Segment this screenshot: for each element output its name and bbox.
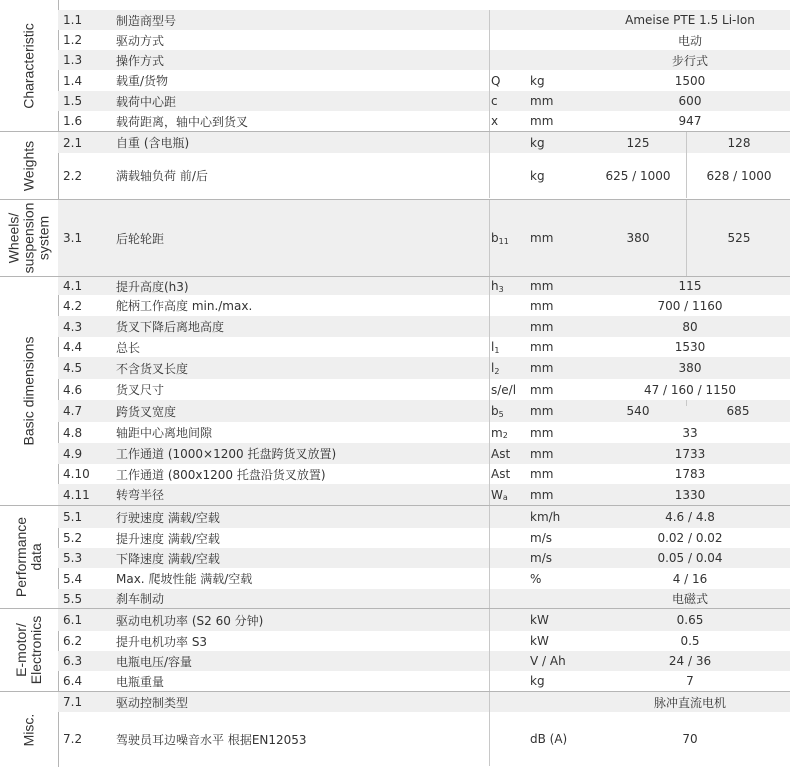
row-number: 5.1 bbox=[63, 510, 83, 524]
spec-row bbox=[58, 422, 790, 443]
spec-section bbox=[0, 277, 790, 506]
row-number: 4.10 bbox=[63, 467, 90, 481]
spec-section bbox=[0, 609, 790, 692]
row-description: 驱动电机功率 (S2 60 分钟) bbox=[116, 613, 264, 628]
row-value: 70 bbox=[682, 732, 698, 746]
section-label-line: data bbox=[28, 543, 44, 571]
row-symbol bbox=[489, 277, 531, 295]
spec-row bbox=[58, 506, 790, 528]
spec-row bbox=[58, 548, 790, 568]
row-number: 4.1 bbox=[63, 279, 83, 293]
spec-row bbox=[58, 30, 790, 50]
row-unit: kW bbox=[530, 634, 549, 648]
row-description: 提升电机功率 S3 bbox=[116, 634, 208, 649]
row-symbol bbox=[489, 651, 531, 671]
row-unit: mm bbox=[530, 319, 554, 334]
row-number: 6.4 bbox=[63, 674, 83, 688]
row-unit: mm bbox=[530, 425, 554, 440]
row-symbol bbox=[489, 50, 531, 70]
spec-row bbox=[58, 568, 790, 589]
row-value-variant-1: 625 / 1000 bbox=[605, 168, 671, 183]
row-value: 947 bbox=[678, 114, 702, 128]
row-number: 1.3 bbox=[63, 53, 83, 67]
row-description: 舵柄工作高度 min./max. bbox=[116, 299, 253, 313]
spec-row bbox=[58, 712, 790, 766]
row-symbol bbox=[489, 692, 531, 712]
section-label-line: Basic dimensions bbox=[20, 336, 37, 446]
symbol-text: b bbox=[491, 231, 499, 245]
row-description: 刹车制动 bbox=[116, 592, 165, 606]
spec-row bbox=[58, 379, 790, 400]
row-unit: mm bbox=[530, 487, 554, 502]
row-symbol bbox=[489, 631, 531, 651]
section-label bbox=[0, 506, 59, 608]
symbol-text: Ast bbox=[491, 446, 511, 461]
row-symbol bbox=[489, 484, 531, 505]
row-value-variant-2: 128 bbox=[686, 132, 790, 153]
row-description: 轴距中心离地间隙 bbox=[116, 426, 213, 440]
row-symbol bbox=[489, 357, 531, 379]
spec-row bbox=[58, 443, 790, 464]
row-value: 700 / 1160 bbox=[657, 298, 723, 313]
row-description: 货叉下降后离地高度 bbox=[116, 320, 225, 334]
row-unit: kg bbox=[530, 135, 545, 150]
section-label bbox=[0, 609, 59, 691]
symbol-text: m bbox=[491, 425, 503, 440]
row-symbol bbox=[489, 443, 531, 464]
row-value: 0.02 / 0.02 bbox=[657, 531, 723, 545]
spec-section bbox=[0, 200, 790, 277]
row-number: 4.4 bbox=[63, 340, 83, 354]
row-value: 1530 bbox=[674, 340, 706, 354]
spec-row bbox=[58, 91, 790, 111]
row-symbol bbox=[489, 70, 531, 91]
row-number: 4.9 bbox=[63, 446, 83, 461]
row-unit: mm bbox=[530, 114, 554, 128]
row-description: 驱动方式 bbox=[116, 33, 165, 48]
row-description: 后轮轮距 bbox=[116, 231, 165, 246]
spec-row bbox=[58, 153, 790, 198]
symbol-subscript: 11 bbox=[498, 236, 509, 246]
section-label bbox=[0, 132, 59, 199]
row-value: 电磁式 bbox=[671, 592, 708, 606]
row-value: 4 / 16 bbox=[672, 571, 708, 586]
spec-section bbox=[0, 0, 790, 132]
symbol-text: h bbox=[491, 279, 499, 293]
row-number: 6.2 bbox=[63, 634, 83, 648]
row-number: 6.3 bbox=[63, 654, 83, 668]
row-value: 0.5 bbox=[680, 634, 700, 648]
spec-row bbox=[58, 10, 790, 30]
row-unit bbox=[530, 692, 590, 712]
spec-row bbox=[58, 132, 790, 153]
row-description: 自重 (含电瓶) bbox=[116, 136, 190, 150]
row-unit bbox=[530, 30, 590, 50]
row-description: 满载轴负荷 前/后 bbox=[116, 169, 208, 183]
row-value: 380 bbox=[678, 361, 702, 375]
row-value: 24 / 36 bbox=[668, 654, 712, 668]
row-symbol bbox=[489, 712, 531, 766]
row-description: 制造商型号 bbox=[116, 13, 177, 28]
row-unit: mm bbox=[530, 298, 554, 313]
row-value: 33 bbox=[682, 425, 698, 440]
row-symbol bbox=[489, 400, 531, 422]
row-description: 操作方式 bbox=[116, 53, 165, 68]
row-symbol bbox=[489, 548, 531, 568]
row-number: 1.5 bbox=[63, 94, 83, 108]
section-label-text bbox=[7, 200, 52, 276]
row-unit: km/h bbox=[530, 510, 561, 524]
row-unit: kg bbox=[530, 73, 545, 88]
spec-row bbox=[58, 200, 790, 276]
row-symbol bbox=[489, 10, 531, 30]
row-unit: mm bbox=[530, 467, 554, 481]
row-description: 下降速度 满载/空载 bbox=[116, 551, 220, 566]
section-label-line: Characteristic bbox=[20, 22, 37, 109]
row-number: 1.1 bbox=[63, 13, 83, 27]
row-symbol bbox=[489, 379, 531, 400]
spec-row bbox=[58, 70, 790, 91]
section-label-line: Performance bbox=[13, 516, 29, 598]
row-number: 7.2 bbox=[63, 732, 83, 746]
row-description: 货叉尺寸 bbox=[116, 383, 165, 397]
row-symbol bbox=[489, 528, 531, 548]
spec-row bbox=[58, 337, 790, 357]
spec-row bbox=[58, 277, 790, 295]
row-unit bbox=[530, 10, 590, 30]
row-unit: % bbox=[530, 571, 542, 586]
row-unit: mm bbox=[530, 279, 554, 293]
row-unit bbox=[530, 589, 590, 608]
row-symbol bbox=[489, 609, 531, 631]
row-number: 1.6 bbox=[63, 114, 83, 128]
spec-row bbox=[58, 651, 790, 671]
spec-row bbox=[58, 671, 790, 691]
row-symbol bbox=[489, 295, 531, 316]
row-number: 1.2 bbox=[63, 33, 83, 47]
spec-row bbox=[58, 50, 790, 70]
section-label bbox=[0, 277, 59, 505]
value-divider-tick bbox=[686, 400, 687, 406]
row-description: 驱动控制类型 bbox=[116, 695, 189, 710]
row-value: Ameise PTE 1.5 Li-Ion bbox=[625, 13, 755, 27]
row-unit: mm bbox=[530, 94, 554, 108]
spec-row bbox=[58, 484, 790, 505]
row-symbol bbox=[489, 316, 531, 337]
row-number: 4.8 bbox=[63, 425, 83, 440]
row-description: 转弯半径 bbox=[116, 488, 165, 502]
row-value: 80 bbox=[682, 319, 698, 334]
row-number: 2.1 bbox=[63, 135, 83, 150]
section-label bbox=[0, 200, 59, 276]
row-value-variant-1: 125 bbox=[626, 135, 650, 150]
row-value: 0.65 bbox=[676, 613, 704, 627]
spec-row bbox=[58, 464, 790, 484]
symbol-text: l bbox=[491, 340, 495, 354]
row-description: 提升速度 满载/空载 bbox=[116, 531, 220, 546]
section-label bbox=[0, 692, 59, 767]
row-number: 4.11 bbox=[63, 487, 90, 502]
row-value: 600 bbox=[678, 94, 702, 108]
section-label-line: E-motor/ bbox=[13, 623, 29, 677]
row-symbol bbox=[489, 589, 531, 608]
row-number: 4.7 bbox=[63, 404, 83, 418]
row-number: 5.5 bbox=[63, 591, 83, 606]
row-unit: m/s bbox=[530, 551, 552, 565]
symbol-text: W bbox=[491, 487, 503, 502]
spec-row bbox=[58, 357, 790, 379]
symbol-subscript: a bbox=[502, 493, 508, 502]
spec-row bbox=[58, 692, 790, 712]
row-symbol bbox=[489, 464, 531, 484]
symbol-text: l bbox=[491, 361, 495, 375]
symbol-text: b bbox=[491, 404, 499, 418]
row-value: 1783 bbox=[674, 467, 706, 481]
section-label-line: Electronics bbox=[28, 615, 44, 685]
row-value: 0.05 / 0.04 bbox=[657, 551, 723, 565]
row-unit: mm bbox=[530, 446, 554, 461]
section-label-text bbox=[22, 16, 37, 116]
section-label-text bbox=[22, 693, 37, 767]
row-symbol bbox=[489, 337, 531, 357]
row-value: 1733 bbox=[674, 446, 706, 461]
row-description: 提升高度(h3) bbox=[116, 279, 189, 294]
row-symbol bbox=[489, 111, 531, 131]
row-unit bbox=[530, 50, 590, 70]
row-value-variant-1: 380 bbox=[626, 231, 650, 245]
row-description: 行驶速度 满载/空载 bbox=[116, 510, 220, 525]
section-label-text bbox=[14, 609, 44, 691]
row-description: 载荷中心距 bbox=[116, 94, 177, 109]
row-description: 电瓶电压/容量 bbox=[116, 654, 193, 669]
row-number: 5.4 bbox=[63, 571, 83, 586]
row-number: 4.5 bbox=[63, 361, 83, 375]
spec-section bbox=[0, 692, 790, 767]
spec-row bbox=[58, 528, 790, 548]
row-unit: mm bbox=[530, 361, 554, 375]
row-symbol bbox=[489, 153, 531, 198]
row-value-variant-2: 685 bbox=[726, 404, 750, 418]
row-number: 5.3 bbox=[63, 551, 83, 565]
spec-row bbox=[58, 631, 790, 651]
row-description: 工作通道 (1000×1200 托盘跨货叉放置) bbox=[116, 447, 337, 461]
row-number: 5.2 bbox=[63, 531, 83, 545]
row-number: 4.6 bbox=[63, 382, 83, 397]
row-value-variant-2: 628 / 1000 bbox=[686, 153, 790, 198]
row-symbol bbox=[489, 506, 531, 528]
row-description: 载荷距离，轴中心到货叉 bbox=[116, 114, 249, 129]
section-label-text bbox=[22, 134, 37, 198]
section-label-line: Wheels/ bbox=[5, 212, 22, 264]
row-description: 跨货叉宽度 bbox=[116, 404, 177, 419]
row-value: 步行式 bbox=[671, 53, 708, 68]
row-value: 4.6 / 4.8 bbox=[665, 510, 715, 524]
row-description: 工作通道 (800x1200 托盘沿货叉放置) bbox=[116, 467, 326, 482]
spec-row bbox=[58, 609, 790, 631]
row-unit: mm bbox=[530, 404, 554, 418]
row-number: 4.2 bbox=[63, 298, 83, 313]
symbol-subscript: 2 bbox=[494, 366, 500, 376]
row-value: 1330 bbox=[674, 487, 706, 502]
section-label-line: suspension bbox=[20, 202, 37, 274]
row-unit: dB (A) bbox=[530, 732, 568, 746]
row-number: 2.2 bbox=[63, 168, 83, 183]
row-symbol bbox=[489, 132, 531, 153]
row-description: 驾驶员耳边噪音水平 根据EN12053 bbox=[116, 732, 307, 747]
section-label-line: system bbox=[35, 215, 52, 261]
spec-row bbox=[58, 295, 790, 316]
row-value-variant-2: 525 bbox=[686, 200, 790, 276]
row-value: 47 / 160 / 1150 bbox=[643, 382, 737, 397]
row-description: 不含货叉长度 bbox=[116, 361, 189, 376]
row-value: 115 bbox=[678, 279, 702, 293]
row-unit: kW bbox=[530, 613, 549, 627]
symbol-subscript: 5 bbox=[498, 409, 504, 419]
row-number: 4.3 bbox=[63, 319, 83, 334]
row-number: 7.1 bbox=[63, 695, 83, 709]
symbol-subscript: 3 bbox=[498, 284, 504, 294]
row-value-variant-1: 540 bbox=[626, 404, 650, 418]
symbol-text: c bbox=[491, 94, 498, 108]
row-symbol bbox=[489, 671, 531, 691]
symbol-text: Ast bbox=[491, 467, 511, 481]
row-unit: m/s bbox=[530, 531, 552, 545]
row-description: 载重/货物 bbox=[116, 74, 169, 88]
row-number: 1.4 bbox=[63, 73, 83, 88]
section-label-text bbox=[14, 506, 44, 608]
row-unit: V / Ah bbox=[530, 654, 566, 668]
row-unit: kg bbox=[530, 168, 545, 183]
row-unit: mm bbox=[530, 382, 554, 397]
section-label-text bbox=[22, 277, 37, 505]
row-value: 1500 bbox=[674, 73, 706, 88]
section-label-line: Misc. bbox=[20, 713, 37, 746]
row-symbol bbox=[489, 91, 531, 111]
row-description: 总长 bbox=[116, 340, 141, 355]
row-number: 6.1 bbox=[63, 613, 83, 627]
row-value: 脉冲直流电机 bbox=[653, 695, 726, 710]
spec-section bbox=[0, 506, 790, 609]
symbol-text: Q bbox=[491, 73, 501, 88]
row-symbol bbox=[489, 422, 531, 443]
symbol-text: s/e/l bbox=[491, 382, 517, 397]
row-unit: mm bbox=[530, 340, 554, 354]
row-description: Max. 爬坡性能 满载/空载 bbox=[116, 572, 253, 586]
section-label-line: Weights bbox=[20, 140, 37, 191]
row-symbol bbox=[489, 30, 531, 50]
row-symbol bbox=[489, 200, 531, 276]
spec-row bbox=[58, 316, 790, 337]
row-unit: kg bbox=[530, 674, 545, 688]
spec-row bbox=[58, 400, 790, 422]
row-number: 3.1 bbox=[63, 231, 83, 245]
row-value: 7 bbox=[686, 674, 694, 688]
row-unit: mm bbox=[530, 231, 554, 245]
spec-section bbox=[0, 132, 790, 200]
section-label bbox=[0, 0, 59, 131]
symbol-subscript: 2 bbox=[502, 431, 508, 440]
symbol-subscript: 1 bbox=[494, 345, 500, 355]
spec-row bbox=[58, 111, 790, 131]
symbol-text: x bbox=[491, 114, 499, 128]
spec-row bbox=[58, 589, 790, 608]
row-description: 电瓶重量 bbox=[116, 674, 165, 689]
row-value: 电动 bbox=[677, 33, 702, 48]
row-symbol bbox=[489, 568, 531, 589]
